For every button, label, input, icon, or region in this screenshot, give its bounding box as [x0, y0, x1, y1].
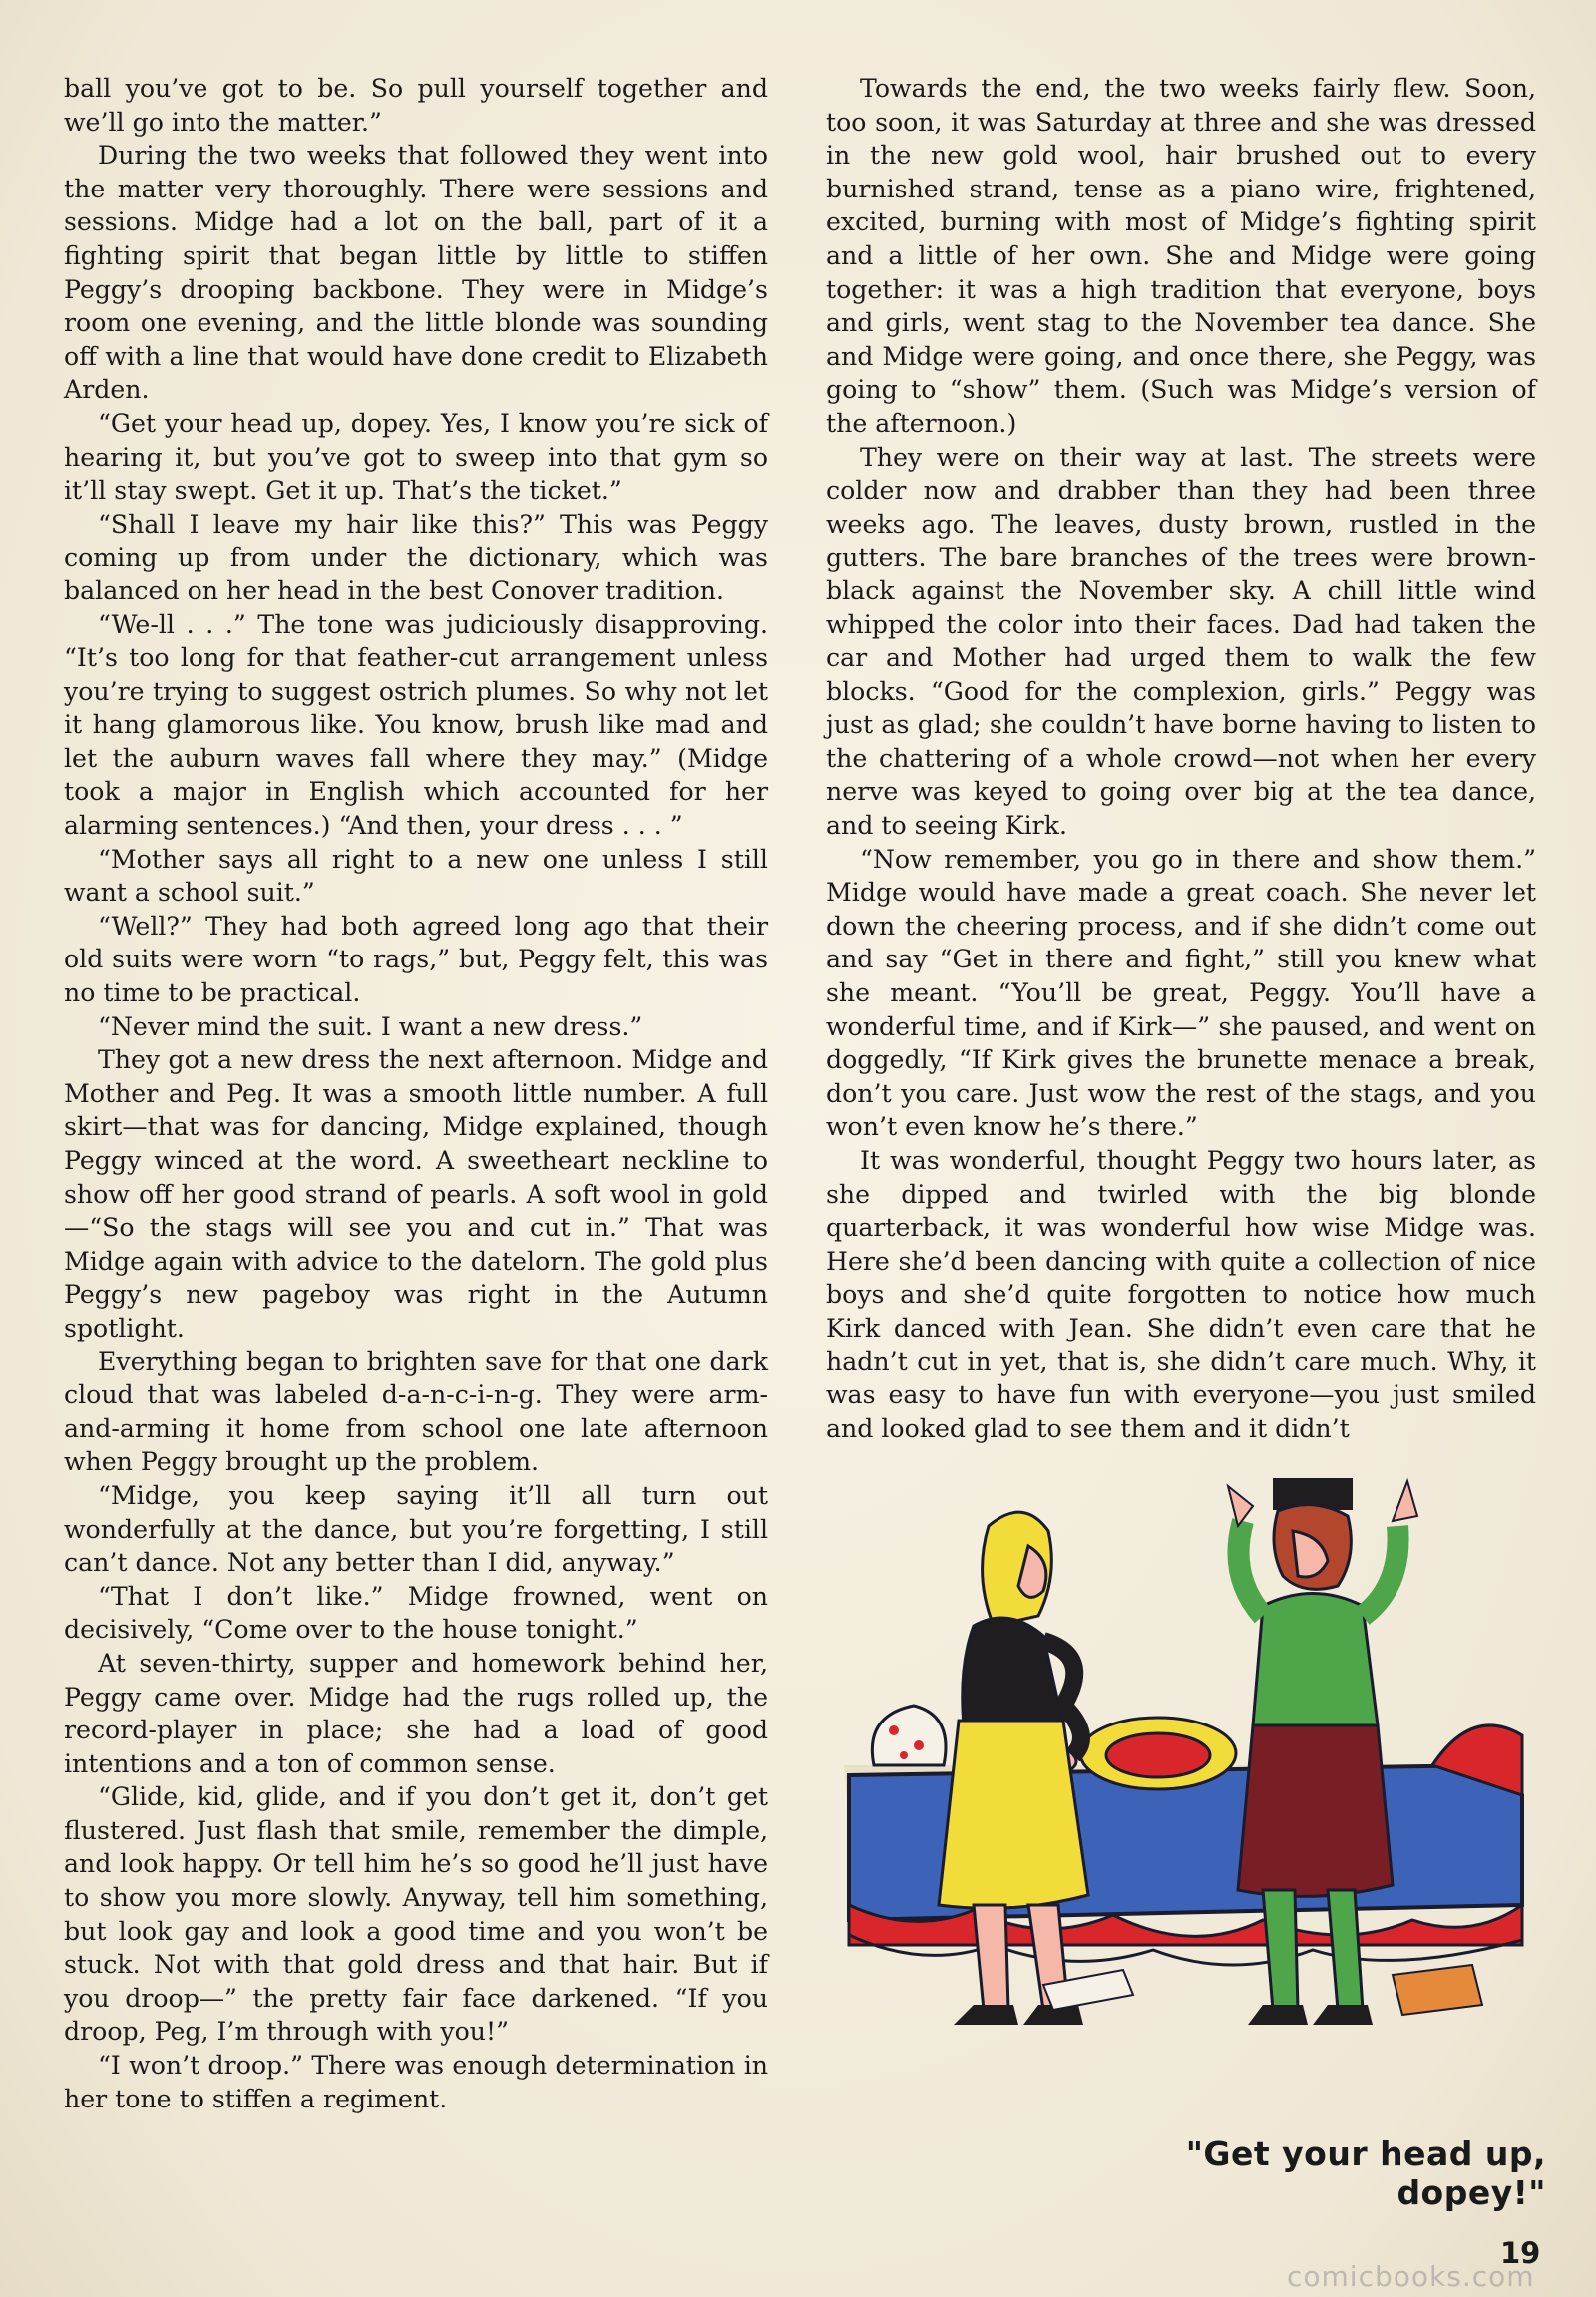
paragraph: “Glide, kid, glide, and if you don’t get it, don’t get flustered. Just flash that smile, remember the dimple, and look happy. Or tell him he’s so good he’ll just have to show you more slowly. Anyway, tell him something, but look gay and look a good time and you won’t be stuck. Not with that gold dress and that hair. But if you droop—” the pretty fair face darkened. “If you droop, Peg, I’m through with you!”: [64, 1782, 768, 2047]
paragraph: “Never mind the suit. I want a new dress.”: [98, 1011, 643, 1041]
paragraph: “Mother says all right to a new one unless I still want a school suit.”: [64, 844, 768, 908]
watermark: comicbooks.com: [1287, 2260, 1535, 2293]
paragraph: They got a new dress the next afternoon. Midge and Mother and Peg. It was a smooth little number. A full skirt—that was for dancing, Midge explained, though Peggy winced at the word. A sweetheart neckline to show off her good strand of pearls. A soft wool in gold—“So the stags will see you and cut in.” That was Midge again with advice to the datelorn. The gold plus Peggy’s new pageboy was right in the Autumn spotlight.: [64, 1045, 768, 1342]
paragraph: “Well?” They had both agreed long ago that their old suits were worn “to rags,” but, Peggy felt, this was no time to be practical.: [64, 911, 768, 1008]
paragraph: “Now remember, you go in there and show them.” Midge would have made a great coach. She never let down the cheering process, and if she didn’t come out and say “Get in there and fight,” still you knew what she meant. “You’ll be great, Peggy. You’ll have a wonderful time, and if Kirk—” she paused, and went on doggedly, “If Kirk gives the brunette menace a break, don’t you care. Just wow the rest of the stags, and you won’t even know he’s there.”: [826, 844, 1536, 1142]
page-number: 19: [1500, 2236, 1541, 2270]
right-text-column: [826, 72, 1536, 1445]
sunflower-cushion: [1080, 1718, 1236, 1789]
paragraph: “We-ll . . .” The tone was judiciously disapproving. “It’s too long for that feather-cut arrangement unless you’re trying to suggest ostrich plumes. So why not let it hang glamorous like. You know, brush like mad and let the auburn waves fall where they may.” (Midge took a major in English which accounted for her alarming sentences.) “And then, your dress . . . ”: [64, 609, 768, 841]
blonde-girl-figure: [939, 1512, 1088, 2025]
paragraph: It was wonderful, thought Peggy two hours later, as she dipped and twirled with the big blonde quarterback, it was wonderful how wise Midge was. Here she’d been dancing with quite a collection of nice boys and she’d quite forgotten to notice how much Kirk danced with Jean. She didn’t even care that he hadn’t cut in yet, that is, she didn’t care much. Why, it was easy to have fun with everyone—you just smiled and looked glad to see them and it didn’t: [826, 1146, 1536, 1443]
illustration-two-girls: [834, 1466, 1552, 2085]
paragraph: Everything began to brighten save for that one dark cloud that was labeled d-a-n-c-i-n-g. They were arm-and-arming it home from school one late afternoon when Peggy brought up the problem.: [64, 1346, 768, 1477]
paragraph: ball you’ve got to be. So pull yourself together and we’ll go into the matter.”: [64, 74, 768, 137]
left-text-column: [64, 72, 768, 2115]
paragraph: “That I don’t like.” Midge frowned, went on decisively, “Come over to the house tonight.”: [64, 1581, 768, 1645]
paragraph: “Shall I leave my hair like this?” This was Peggy coming up from under the dictionary, which was balanced on her head in the best Conover tradition.: [64, 509, 768, 605]
illustration-caption: "Get your head up, dopey!": [1185, 2134, 1546, 2212]
paragraph: Towards the end, the two weeks fairly flew. Soon, too soon, it was Saturday at three and she was dressed in the new gold wool, hair brushed out to every burnished strand, tense as a piano wire, frightened, excited, burning with most of Midge’s fighting spirit and a little of her own. She and Midge were going together: it was a high tradition that everyone, boys and girls, went stag to the November tea dance. She and Midge were going, and once there, she Peggy, was going to “show” them. (Such was Midge’s version of the afternoon.): [826, 74, 1536, 438]
paragraph: “I won’t droop.” There was enough determination in her tone to stiffen a regiment.: [64, 2051, 768, 2113]
paragraph: At seven-thirty, supper and homework behind her, Peggy came over. Midge had the rugs rolled up, the record-player in place; she had a load of good intentions and a ton of common sense.: [64, 1648, 768, 1778]
paragraph: During the two weeks that followed they went into the matter very thoroughly. There were sessions and sessions. Midge had a lot on the ball, part of it a fighting spirit that began little by little to stiffen Peggy’s drooping backbone. They were in Midge’s room one evening, and the little blonde was sounding off with a line that would have done credit to Elizabeth Arden.: [64, 141, 768, 405]
paragraph: “Get your head up, dopey. Yes, I know you’re sick of hearing it, but you’ve got to sweep into that gym so it’ll stay swept. Get it up. That’s the ticket.”: [64, 408, 768, 506]
paragraph: They were on their way at last. The streets were colder now and drabber than they had been three weeks ago. The leaves, dusty brown, rustled in the gutters. The bare branches of the trees were brown-black against the November sky. A chill little wind whipped the color into their faces. Dad had taken the car and Mother had urged them to walk the few blocks. “Good for the complexion, girls.” Peggy was just as glad; she couldn’t have borne having to listen to the chattering of a whole crowd—not when her every nerve was keyed to going over big at the tea dance, and to seeing Kirk.: [826, 442, 1536, 841]
paragraph: “Midge, you keep saying it’ll all turn out wonderfully at the dance, but you’re forgetting, I still can’t dance. Not any better than I did, anyway.”: [64, 1480, 768, 1578]
